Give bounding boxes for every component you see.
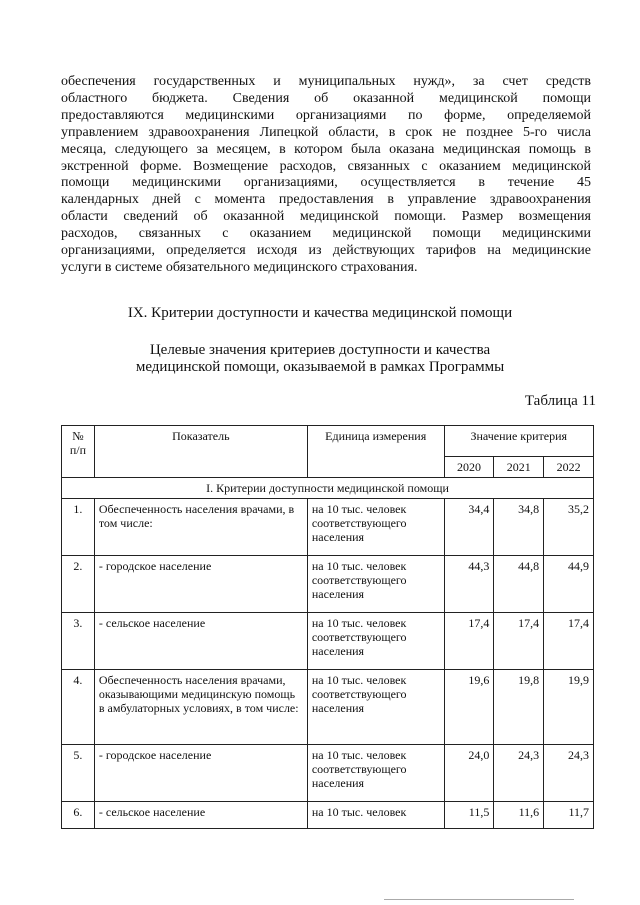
paragraph-line: месяца, следующего за месяцем, в котором была оказана медицинская помощь в xyxy=(61,141,591,157)
row-value-2021: 44,8 xyxy=(494,556,544,613)
row-value-2021: 19,8 xyxy=(494,670,544,745)
row-value-2020: 24,0 xyxy=(444,745,494,802)
paragraph-line: обеспечения государственных и муниципальных нужд», за счет средств xyxy=(61,74,591,89)
row-indicator: Обеспеченность населения врачами, в том числе: xyxy=(94,499,307,556)
criteria-table xyxy=(61,425,594,829)
row-value-2022: 19,9 xyxy=(544,670,594,745)
table-row xyxy=(62,613,594,670)
row-unit: на 10 тыс. человек соответствующего населения xyxy=(307,499,444,556)
paragraph-line: области сведений об оказанной медицинской помощи. Размер возмещения xyxy=(61,209,591,225)
row-indicator: - городское население xyxy=(94,745,307,802)
paragraph-line: помощи медицинскими организациями, осуществляется в течение 45 xyxy=(61,175,591,191)
table-row xyxy=(62,499,594,556)
subheading-line-1: Целевые значения критериев доступности и качества xyxy=(149,342,491,358)
header-value: Значение критерия xyxy=(444,426,593,457)
row-value-2022: 11,7 xyxy=(544,802,594,829)
row-indicator: Обеспеченность населения врачами, оказывающими медицинскую помощь в амбулаторных условиях, в том числе: xyxy=(94,670,307,745)
row-num: 1. xyxy=(62,499,95,556)
section-row-label: I. Критерии доступности медицинской помощи xyxy=(62,478,594,499)
header-year-2022: 2022 xyxy=(544,457,594,478)
row-indicator: - городское население xyxy=(94,556,307,613)
body-paragraph xyxy=(61,74,591,277)
row-value-2020: 17,4 xyxy=(444,613,494,670)
row-value-2021: 24,3 xyxy=(494,745,544,802)
section-heading: IX. Критерии доступности и качества медицинской помощи xyxy=(127,305,513,321)
header-unit: Единица измерения xyxy=(307,426,444,478)
table-label: Таблица 11 xyxy=(524,393,596,409)
row-indicator: - сельское население xyxy=(94,613,307,670)
header-year-2020: 2020 xyxy=(444,457,494,478)
paragraph-line: экстренной форме. Возмещение расходов, связанных с оказанием медицинской xyxy=(61,158,591,174)
row-unit: на 10 тыс. человек xyxy=(307,802,444,829)
paragraph-line: предоставляются медицинскими организациями по форме, определяемой xyxy=(61,107,591,123)
table-row xyxy=(62,802,594,829)
row-num: 5. xyxy=(62,745,95,802)
table-row xyxy=(62,556,594,613)
row-unit: на 10 тыс. человек соответствующего населения xyxy=(307,556,444,613)
row-indicator: - сельское население xyxy=(94,802,307,829)
paragraph-line: услуги в системе обязательного медицинского страхования. xyxy=(61,259,418,275)
paragraph-line: расходов, связанных с оказанием медицинской помощи медицинскими xyxy=(61,226,591,242)
subheading-line-2: медицинской помощи, оказываемой в рамках Программы xyxy=(135,359,505,375)
row-value-2022: 17,4 xyxy=(544,613,594,670)
row-unit: на 10 тыс. человек соответствующего населения xyxy=(307,670,444,745)
row-num: 2. xyxy=(62,556,95,613)
row-value-2020: 44,3 xyxy=(444,556,494,613)
row-value-2021: 17,4 xyxy=(494,613,544,670)
row-num: 6. xyxy=(62,802,95,829)
row-value-2020: 11,5 xyxy=(444,802,494,829)
page-bottom-rule xyxy=(384,899,574,900)
header-num: № п/п xyxy=(62,426,95,478)
row-num: 3. xyxy=(62,613,95,670)
row-num: 4. xyxy=(62,670,95,745)
paragraph-line: управлением здравоохранения Липецкой области, в срок не позднее 5-го числа xyxy=(61,124,591,140)
row-value-2021: 34,8 xyxy=(494,499,544,556)
row-value-2022: 24,3 xyxy=(544,745,594,802)
row-value-2022: 44,9 xyxy=(544,556,594,613)
row-unit: на 10 тыс. человек соответствующего населения xyxy=(307,745,444,802)
section-row xyxy=(62,478,594,499)
row-value-2020: 34,4 xyxy=(444,499,494,556)
paragraph-line: областного бюджета. Сведения об оказанной медицинской помощи xyxy=(61,90,591,106)
row-value-2022: 35,2 xyxy=(544,499,594,556)
paragraph-line: календарных дней с момента предоставления в управление здравоохранения xyxy=(61,192,591,208)
table-header-row xyxy=(62,426,594,457)
header-indicator: Показатель xyxy=(94,426,307,478)
row-value-2021: 11,6 xyxy=(494,802,544,829)
table-row xyxy=(62,745,594,802)
paragraph-line: организациями, определяется исходя из действующих тарифов на медицинские xyxy=(61,243,591,259)
header-year-2021: 2021 xyxy=(494,457,544,478)
table-row xyxy=(62,670,594,745)
row-value-2020: 19,6 xyxy=(444,670,494,745)
row-unit: на 10 тыс. человек соответствующего населения xyxy=(307,613,444,670)
